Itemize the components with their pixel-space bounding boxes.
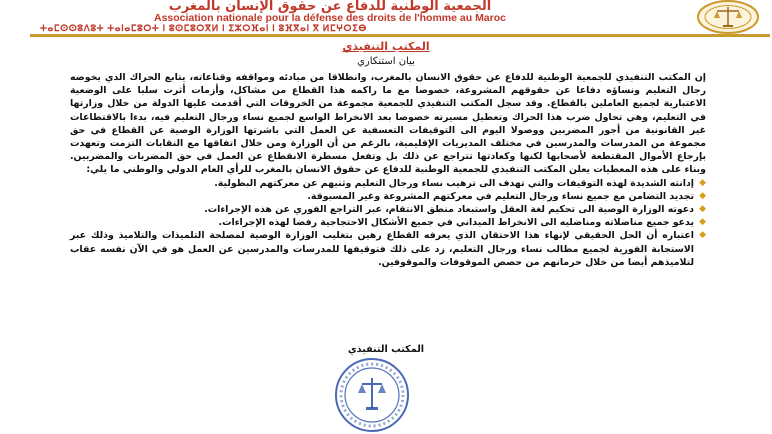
signature-line: المكتب التنفيذي xyxy=(347,344,425,355)
association-name-tifinagh: ⵜⴰⵎⵙⵙⵓⴷⵓⵜ ⵜⴰⵏⴰⵎⵓⵔⵜ ⵏ ⵓⵙⵎⵓⵔⴳⵍ ⵏ ⵉⵣⵔⴼⴰⵏ ⵏ ⵓⴼⴳⴰⵏ ⴳ ⵍⵎⵖⵔⵉⴱ xyxy=(40,23,367,33)
list-item: ◆ تجديد التضامن مع جميع نساء ورجال التعليم في معركتهم المشروعة وغير المسبوقة. xyxy=(307,190,706,202)
association-name-arabic: الجمعية الوطنية للدفاع عن حقوق الإنسان بالمغرب xyxy=(168,0,492,14)
bullet-diamond-icon: ◆ xyxy=(699,230,706,241)
bullet-diamond-icon: ◆ xyxy=(699,204,706,215)
association-name-french: Association nationale pour la défense des droits de l'homme au Maroc xyxy=(154,12,506,24)
list-item: ◆ اعتباره أن الحل الحقيقي لإنهاء هذا الاحتقان الذي يعرفه القطاع رهين بتغليب الوزارة الوصية لمصلحة التلميذات والتلاميذ وذلك عبر الاستجابة الفورية لجميع مطالب نساء ورجال التعليم، زد على ذلك فتوقيفها للمدرسات والمدرسين عن العمل هو في الآن نفسه عقاب لتلاميذهم أيضا من خلال حرمانهم من حصص الموقوفات والموقوفين. xyxy=(70,230,706,268)
bullet-diamond-icon: ◆ xyxy=(699,190,706,201)
official-seal-icon xyxy=(332,356,412,434)
list-item: ◆ دعوته الوزارة الوصية الى تحكيم لغة العقل واستبعاد منطق الانتقام، عبر التراجع الفوري عن هذه الإجراءات. xyxy=(204,204,706,216)
demands-list xyxy=(70,177,706,269)
intro-paragraph: إن المكتب التنفيذي للجمعية الوطنية للدفاع عن حقوق الانسان بالمغرب، وانطلاقا من مبادئه ومواقفه وقناعاته، يتابع الحراك الذي يخوضه رجال التعليم ونساؤه دفاعا عن حقوقهم المشروعة، خصوصا مع ما راكمه هذا القطاع من مشاكل، وأزمات أثرت سلبا على الوضعية الاعتبارية لجميع العاملين بالقطاع. وقد سجل المكتب التنفيذي للجمعية مجموعة من الخروقات التي أقدمت عليها الدولة من خلال وزارتها في التعليم، وهي تحاول ضرب هذا الحراك وتعطيل مسيرته خصوصا بعد الانخراط الواسع لجميع نساء ورجال التعليم فيه، بدءا بالاقتطاعات غير القانونية من أجور المضربين ووصولا اليوم الى التوقيفات التعسفية عن العمل التي باشرتها الوزارة الوصية عن القطاع في حق مجموعة من المدرسات والمدرسين في مختلف المديريات الإقليمية، بالرغم من أن الوزارة ومن خلال اتفاقها مع النقابات التزمت وتعهدت بإرجاع الأموال المقتطعة لأصحابها لكنها وكعادتها تتراجع عن ذلك بل وتفعل مسطرة الانقطاع عن العمل في حق المضربات والمضربين. وبناء على هذه المعطيات يعلن المكتب التنفيذي للجمعية الوطنية للدفاع عن حقوق الانسان بالمغرب للرأي العام الدولي والوطني ما يلي: xyxy=(70,72,706,176)
bullet-diamond-icon: ◆ xyxy=(699,217,706,228)
association-logo-icon xyxy=(690,0,768,34)
executive-bureau-heading: المكتب التنفيذي xyxy=(342,40,430,53)
list-item: ◆ يدعو جميع مناضلاته ومناضليه الى الانخراط الميداني في جميع الأشكال الاحتجاجية رفضا لهذه الإجراءات. xyxy=(218,217,706,229)
bullet-diamond-icon: ◆ xyxy=(699,177,706,188)
statement-body xyxy=(70,71,706,269)
statement-title: بيان استنكاري xyxy=(357,56,415,67)
header-divider xyxy=(30,34,770,37)
list-item: ◆ إدانته الشديدة لهذه التوقيفات والتي تهدف الى ترهيب نساء ورجال التعليم وثنيهم عن معركتهم البطولية. xyxy=(214,177,706,189)
letterhead xyxy=(0,0,772,34)
